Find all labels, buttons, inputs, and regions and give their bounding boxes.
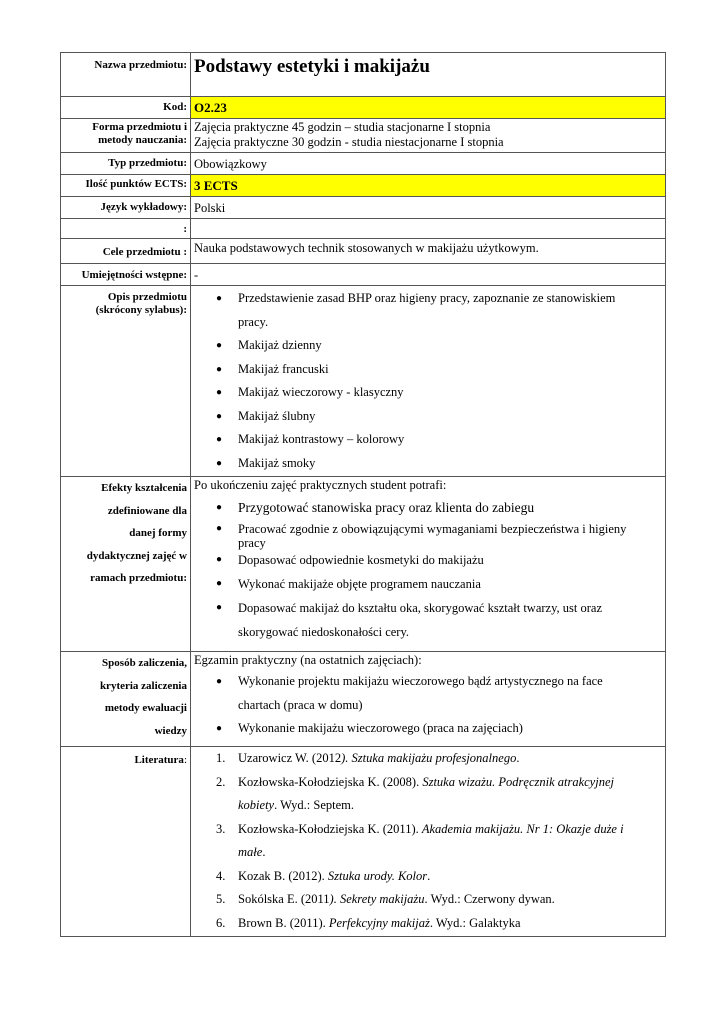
ects-cell bbox=[191, 175, 666, 197]
forma-stacjonarne: Zajęcia praktyczne 45 godzin – studia stacjonarne I stopnia bbox=[194, 120, 491, 134]
list-item-text: Makijaż dzienny bbox=[238, 338, 322, 352]
value-umiejetnosci: - bbox=[191, 264, 666, 286]
sposob-list bbox=[194, 670, 661, 741]
label-literatura bbox=[61, 747, 191, 937]
bullet-icon: ● bbox=[216, 363, 223, 375]
value-empty bbox=[191, 219, 666, 239]
course-title-cell bbox=[191, 53, 666, 97]
list-number: 2. bbox=[216, 774, 226, 789]
label-umiejetnosci: Umiejętności wstępne: bbox=[61, 264, 191, 286]
list-item bbox=[194, 912, 661, 936]
course-title: Podstawy estetyki i makijażu bbox=[194, 56, 430, 77]
lit-author: Kozak B. (2012). bbox=[238, 868, 328, 883]
bullet-icon: ● bbox=[216, 578, 223, 589]
bullet-icon: ● bbox=[216, 410, 223, 422]
list-number: 5. bbox=[216, 892, 226, 906]
syllabus-list bbox=[194, 287, 661, 475]
lit-rest: . Wyd.: Czerwony dywan. bbox=[424, 892, 555, 906]
lit-rest: . Wyd.: Septem. bbox=[274, 798, 355, 812]
list-item bbox=[194, 452, 661, 476]
bullet-icon: ● bbox=[216, 554, 223, 565]
label-efekty-line: dydaktycznej zajęć w bbox=[86, 549, 187, 562]
value-ects: 3 ECTS bbox=[194, 178, 238, 193]
label-forma bbox=[61, 119, 191, 153]
bullet-icon: ● bbox=[216, 434, 223, 445]
list-item bbox=[194, 334, 661, 358]
list-item bbox=[194, 381, 661, 405]
lit-author: Uzarowicz W. (2012 bbox=[238, 751, 342, 765]
list-item-text: Makijaż ślubny bbox=[238, 408, 316, 423]
label-sposob-line: kryteria zaliczenia bbox=[99, 679, 187, 692]
bullet-icon: ● bbox=[216, 387, 223, 398]
syllabus-table bbox=[60, 52, 666, 937]
forma-niestacjonarne: Zajęcia praktyczne 30 godzin - studia niestacjonarne I stopnia bbox=[194, 135, 504, 149]
list-number: 3. bbox=[216, 821, 226, 836]
literature-list bbox=[194, 747, 661, 935]
row-cele bbox=[61, 239, 666, 264]
label-efekty-line: ramach przedmiotu: bbox=[90, 572, 187, 584]
label-nazwa: Nazwa przedmiotu: bbox=[61, 53, 191, 97]
list-item bbox=[194, 287, 661, 334]
row-efekty bbox=[61, 477, 666, 652]
lit-title: Perfekcyjny makijaż bbox=[328, 915, 430, 930]
list-item-text: Wykonanie projektu makijażu wieczorowego bądź artystycznego na face bbox=[238, 674, 603, 688]
lit-title: ). Sekrety makijażu bbox=[329, 892, 425, 906]
lit-author: Sokólska E. (2011 bbox=[238, 892, 330, 906]
lit-title: ). Sztuka makijażu profesjonalnego bbox=[341, 751, 517, 765]
row-nazwa bbox=[61, 53, 666, 97]
list-item bbox=[194, 818, 661, 865]
bullet-icon: ● bbox=[216, 502, 223, 513]
lit-title: Sztuka wizażu. Podręcznik atrakcyjnej bbox=[422, 774, 614, 789]
row-jezyk bbox=[61, 197, 666, 219]
row-empty bbox=[61, 219, 666, 239]
list-item-text: Makijaż wieczorowy - klasyczny bbox=[238, 385, 404, 399]
lit-rest: . bbox=[262, 845, 266, 859]
bullet-icon: ● bbox=[216, 523, 223, 534]
label-sposob-line: metody ewaluacji bbox=[104, 702, 187, 714]
row-forma bbox=[61, 119, 666, 153]
label-opis-line1: Opis przedmiotu bbox=[107, 291, 187, 303]
efekty-list bbox=[194, 497, 661, 644]
list-item bbox=[194, 717, 661, 741]
list-item-text: Wykonanie makijażu wieczorowego (praca na zajęciach) bbox=[238, 721, 523, 735]
lit-author: Brown B. (2011). bbox=[238, 915, 329, 930]
label-cele: Cele przedmiotu : bbox=[61, 239, 191, 264]
sposob-intro: Egzamin praktyczny (na ostatnich zajęciach): bbox=[194, 653, 422, 667]
label-sposob-line: Sposób zaliczenia, bbox=[102, 657, 187, 669]
row-opis bbox=[61, 286, 666, 477]
lit-rest: . Wyd.: Galaktyka bbox=[429, 915, 521, 930]
value-efekty bbox=[191, 477, 666, 652]
code-cell bbox=[191, 97, 666, 119]
list-item bbox=[194, 865, 661, 889]
value-cele: Nauka podstawowych technik stosowanych w makijażu użytkowym. bbox=[191, 239, 666, 264]
label-efekty bbox=[61, 477, 191, 652]
row-umiejetnosci bbox=[61, 264, 666, 286]
label-jezyk: Język wykładowy: bbox=[61, 197, 191, 219]
list-number: 1. bbox=[216, 751, 226, 765]
lit-author: Kozłowska-Kołodziejska K. (2008). bbox=[238, 774, 423, 789]
list-item-text: pracy. bbox=[238, 314, 269, 329]
label-kod: Kod: bbox=[61, 97, 191, 119]
label-literatura-colon: : bbox=[183, 754, 187, 766]
bullet-icon: ● bbox=[216, 723, 223, 734]
value-sposob bbox=[191, 652, 666, 747]
list-item bbox=[194, 428, 661, 452]
list-item-text: Przedstawienie zasad BHP oraz higieny pracy, zapoznanie ze stanowiskiem bbox=[238, 291, 616, 305]
list-item-text: chartach (praca w domu) bbox=[238, 697, 363, 712]
value-typ: Obowiązkowy bbox=[191, 153, 666, 175]
list-item bbox=[194, 771, 661, 818]
label-efekty-line: zdefiniowane dla bbox=[107, 504, 187, 517]
label-ects: Ilość punktów ECTS: bbox=[61, 175, 191, 197]
lit-rest: . bbox=[427, 868, 431, 883]
row-sposob bbox=[61, 652, 666, 747]
list-item-text: Dopasować makijaż do kształtu oka, skorygować kształt twarzy, ust oraz bbox=[238, 601, 603, 615]
row-ects bbox=[61, 175, 666, 197]
list-item-text: Dopasować odpowiednie kosmetyki do makijażu bbox=[238, 553, 484, 567]
label-sposob-line: wiedzy bbox=[154, 724, 187, 737]
label-typ: Typ przedmiotu: bbox=[61, 153, 191, 175]
list-item-text: Makijaż smoky bbox=[238, 455, 316, 470]
lit-title: Sztuka urody. Kolor bbox=[327, 868, 428, 883]
label-forma-line2: metody nauczania: bbox=[98, 134, 187, 146]
row-kod bbox=[61, 97, 666, 119]
list-item bbox=[194, 747, 661, 771]
list-item bbox=[194, 888, 661, 912]
label-opis bbox=[61, 286, 191, 477]
list-item bbox=[194, 497, 661, 519]
row-literatura bbox=[61, 747, 666, 937]
lit-author: Kozłowska-Kołodziejska K. (2011). bbox=[238, 821, 422, 836]
lit-title: kobiety bbox=[238, 798, 275, 812]
list-item bbox=[194, 405, 661, 429]
list-item bbox=[194, 358, 661, 382]
list-item-text: Pracować zgodnie z obowiązującymi wymaganiami bezpieczeństwa i higieny bbox=[238, 522, 627, 536]
label-literatura-text: Literatura bbox=[134, 754, 184, 766]
value-jezyk: Polski bbox=[191, 197, 666, 219]
list-item-text: Przygotować stanowiska pracy oraz klienta do zabiegu bbox=[238, 500, 535, 515]
lit-title: Akademia makijażu. Nr 1: Okazje duże i bbox=[421, 821, 624, 836]
bullet-icon: ● bbox=[216, 676, 223, 687]
list-item bbox=[194, 670, 661, 717]
label-empty: : bbox=[61, 219, 191, 239]
course-code: O2.23 bbox=[194, 100, 227, 115]
list-item-text: skorygować niedoskonałości cery. bbox=[238, 625, 410, 639]
list-item-text: pracy bbox=[238, 536, 266, 550]
list-number: 4. bbox=[216, 868, 226, 883]
list-item-text: Makijaż kontrastowy – kolorowy bbox=[238, 432, 405, 446]
label-efekty-line: danej formy bbox=[129, 527, 187, 539]
list-number: 6. bbox=[216, 915, 226, 930]
lit-title: małe bbox=[238, 845, 263, 859]
bullet-icon: ● bbox=[216, 602, 223, 613]
bullet-icon: ● bbox=[216, 293, 223, 304]
bullet-icon: ● bbox=[216, 340, 223, 351]
lit-rest: . bbox=[516, 751, 520, 765]
label-opis-line2: (skrócony sylabus): bbox=[95, 304, 187, 316]
list-item bbox=[194, 551, 661, 569]
label-forma-line1: Forma przedmiotu i bbox=[92, 121, 187, 133]
list-item bbox=[194, 572, 661, 596]
list-item-text: Makijaż francuski bbox=[238, 361, 329, 376]
list-item bbox=[194, 596, 661, 644]
bullet-icon: ● bbox=[216, 457, 223, 469]
list-item bbox=[194, 522, 661, 550]
row-typ bbox=[61, 153, 666, 175]
value-opis bbox=[191, 286, 666, 477]
efekty-intro: Po ukończeniu zajęć praktycznych student potrafi: bbox=[194, 478, 447, 492]
label-sposob bbox=[61, 652, 191, 747]
value-literatura bbox=[191, 747, 666, 937]
label-efekty-line: Efekty kształcenia bbox=[101, 482, 187, 494]
list-item-text: Wykonać makijaże objęte programem nauczania bbox=[238, 577, 481, 591]
value-forma bbox=[191, 119, 666, 153]
